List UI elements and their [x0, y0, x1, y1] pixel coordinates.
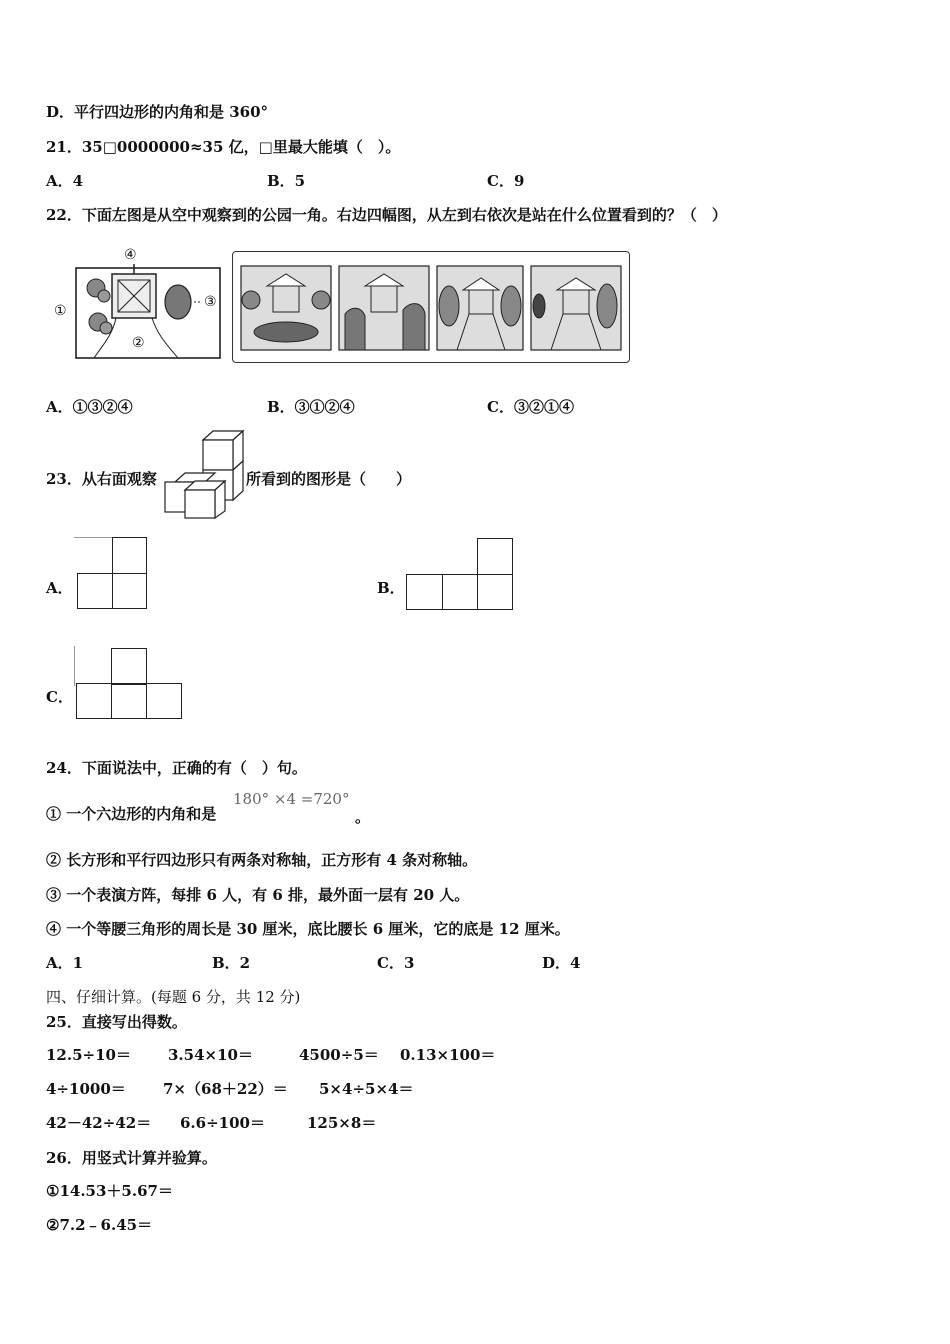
q24-statement-4: ④ 一个等腰三角形的周长是 30 厘米，底比腰长 6 厘米，它的底是 12 厘米。 — [46, 920, 570, 938]
q23-stem-after: 所看到的图形是（ ） — [246, 470, 412, 488]
shape-b-right-square — [477, 574, 513, 610]
shape-a-top-square — [112, 537, 147, 574]
q24-statement-2: ② 长方形和平行四边形只有两条对称轴，正方形有 4 条对称轴。 — [46, 851, 478, 869]
q20-option-d: D．平行四边形的内角和是 360° — [46, 103, 269, 121]
shape-c-left-square — [76, 683, 112, 719]
q24-option-c: C．3 — [377, 954, 415, 972]
q22-option-a: A．①③②④ — [46, 398, 133, 416]
q21-stem: 21．35□0000000≈35 亿，□里最大能填（ ）。 — [46, 138, 401, 156]
shape-a-faint-line — [74, 537, 112, 538]
shape-b-top-square — [477, 538, 513, 575]
shape-c-faint-line — [74, 646, 75, 686]
q24-statement-1: ① 一个六边形的内角和是 — [46, 805, 217, 823]
q24-stem: 24．下面说法中，正确的有（ ）句。 — [46, 759, 307, 777]
q23-option-b-shape — [406, 538, 514, 610]
calc-item: 42－42÷42＝ — [46, 1114, 152, 1132]
shape-b-middle-square — [442, 574, 478, 610]
shape-c-middle-square — [111, 683, 147, 719]
q24-option-a: A．1 — [46, 954, 84, 972]
calc-item: 4500÷5＝ — [299, 1046, 379, 1064]
cube-stack-figure — [163, 428, 245, 520]
park-map-figure — [54, 246, 226, 362]
q23-option-a-shape — [74, 537, 148, 609]
shape-c-right-square — [146, 683, 182, 719]
shape-c-top-square — [111, 648, 147, 685]
calc-item: 3.54×10＝ — [168, 1046, 253, 1064]
q22-option-b: B．③①②④ — [267, 398, 355, 416]
q22-stem: 22．下面左图是从空中观察到的公园一角。右边四幅图，从左到右依次是站在什么位置看到的？（ ） — [46, 206, 727, 224]
q26-stem: 26．用竖式计算并验算。 — [46, 1149, 217, 1167]
calc-item: 0.13×100＝ — [400, 1046, 496, 1064]
q24-option-d: D．4 — [542, 954, 581, 972]
q24-statement-3: ③ 一个表演方阵，每排 6 人，有 6 排，最外面一层有 20 人。 — [46, 886, 470, 904]
view-pictures-strip — [232, 251, 630, 363]
q23-stem-before: 23．从右面观察 — [46, 470, 157, 488]
shape-a-left-square — [77, 573, 113, 609]
q23-option-b: B． — [377, 579, 405, 597]
calc-item: 4÷1000＝ — [46, 1080, 126, 1098]
q23-option-c-shape — [74, 646, 184, 719]
map-label-2: ② — [132, 335, 145, 351]
q21-option-a: A．4 — [46, 172, 84, 190]
q23-option-a: A． — [46, 579, 73, 597]
view-pictures-drawing — [233, 252, 627, 360]
map-label-4: ④ — [124, 247, 137, 263]
map-label-3: ③ — [204, 294, 217, 310]
q21-option-b: B．5 — [267, 172, 306, 190]
q24-statement-1-end: 。 — [355, 808, 371, 826]
map-label-1: ① — [54, 303, 67, 319]
shape-b-left-square — [406, 574, 443, 610]
calc-item: 12.5÷10＝ — [46, 1046, 131, 1064]
q23-option-c: C． — [46, 688, 73, 706]
q21-option-c: C．9 — [487, 172, 525, 190]
q25-stem: 25．直接写出得数。 — [46, 1013, 187, 1031]
q24-option-b: B．2 — [212, 954, 251, 972]
shape-a-right-square — [112, 573, 147, 609]
calc-item: 6.6÷100＝ — [180, 1114, 265, 1132]
q26-item-1: ①14.53＋5.67＝ — [46, 1182, 173, 1200]
q26-item-2: ②7.2﹣6.45＝ — [46, 1216, 153, 1234]
q22-option-c: C．③②①④ — [487, 398, 574, 416]
calc-item: 5×4÷5×4＝ — [319, 1080, 414, 1098]
section-4-title: 四、仔细计算。(每题 6 分，共 12 分) — [46, 988, 301, 1006]
q24-formula: 180° ×4 =720° — [233, 790, 350, 808]
calc-item: 125×8＝ — [307, 1114, 377, 1132]
calc-item: 7×（68＋22）＝ — [163, 1080, 288, 1098]
